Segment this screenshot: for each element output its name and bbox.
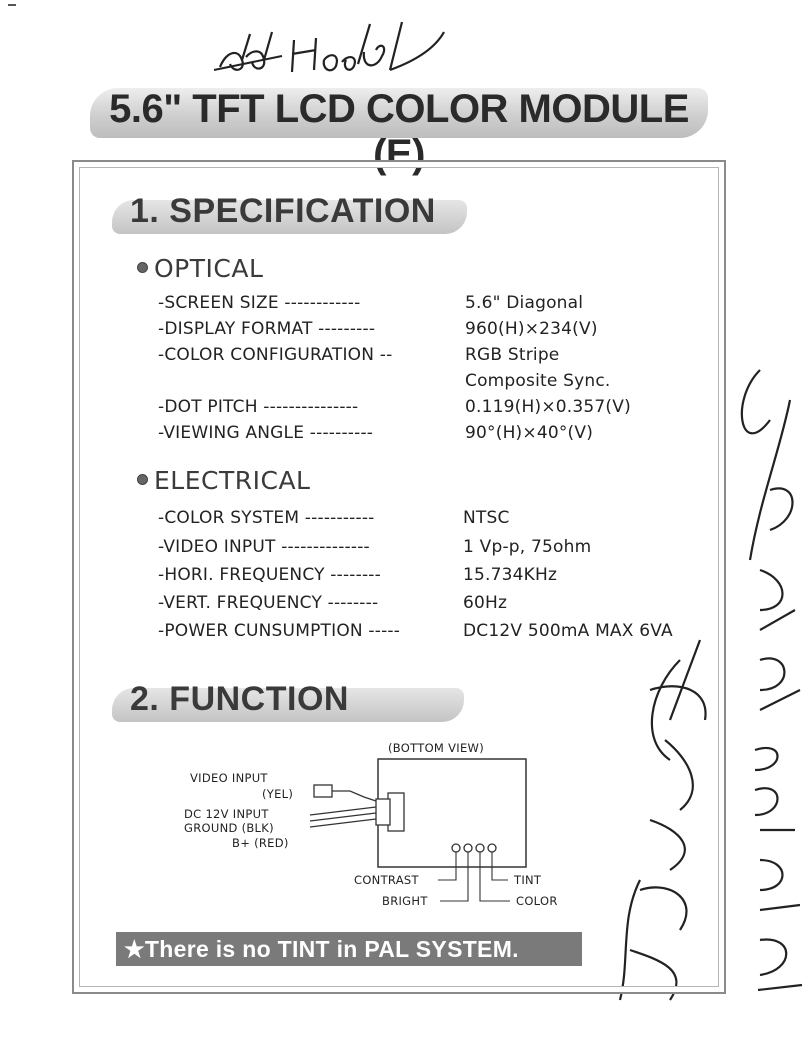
spec-label: -DISPLAY FORMAT --------- — [158, 319, 376, 339]
spec-label: -SCREEN SIZE ------------ — [158, 293, 361, 313]
spec-label: -VIEWING ANGLE ---------- — [158, 423, 374, 443]
pal-note: ★There is no TINT in PAL SYSTEM. — [116, 932, 582, 966]
corner-mark — [8, 4, 16, 6]
spec-label: -VIDEO INPUT -------------- — [158, 537, 370, 557]
dc-input-label: DC 12V INPUT — [184, 807, 269, 821]
electrical-title: ELECTRICAL — [154, 466, 311, 495]
specification-heading — [112, 192, 467, 236]
optical-heading — [137, 254, 263, 283]
handwritten-top-note — [212, 12, 452, 82]
contrast-label: CONTRAST — [354, 873, 419, 887]
optical-title: OPTICAL — [154, 254, 264, 283]
spec-label: -POWER CUNSUMPTION ----- — [158, 621, 401, 641]
spec-label: -COLOR CONFIGURATION -- — [158, 345, 393, 365]
video-input-label: VIDEO INPUT — [190, 771, 268, 785]
function-diagram — [150, 735, 610, 925]
spec-value: 5.6" Diagonal — [465, 293, 584, 313]
tint-label: TINT — [514, 873, 542, 887]
ground-label: GROUND (BLK) — [184, 821, 274, 835]
bottom-view-label: (BOTTOM VIEW) — [388, 741, 484, 755]
title-banner — [90, 82, 708, 176]
spec-label: -DOT PITCH --------------- — [158, 397, 359, 417]
spec-value: 90°(H)×40°(V) — [465, 423, 594, 443]
spec-label: -COLOR SYSTEM ----------- — [158, 508, 375, 528]
spec-value: 960(H)×234(V) — [465, 319, 598, 339]
spec-value: 1 Vp-p, 75ohm — [463, 537, 592, 557]
yel-label: (YEL) — [262, 787, 294, 801]
electrical-heading — [137, 466, 310, 495]
bullet-dot — [137, 474, 148, 485]
spec-label: -VERT. FREQUENCY -------- — [158, 593, 379, 613]
spec-label: -HORI. FREQUENCY -------- — [158, 565, 381, 585]
spec-value: 60Hz — [463, 593, 508, 613]
color-label: COLOR — [516, 894, 558, 908]
spec-value: 15.734KHz — [463, 565, 558, 585]
spec-value: DC12V 500mA MAX 6VA — [463, 621, 673, 641]
spec-value: Composite Sync. — [465, 371, 611, 391]
page-title: 5.6" TFT LCD COLOR MODULE (E) — [109, 87, 689, 176]
spec-value: 0.119(H)×0.357(V) — [465, 397, 631, 417]
bullet-dot — [137, 262, 148, 273]
specification-title: 1. SPECIFICATION — [130, 192, 436, 230]
function-title: 2. FUNCTION — [130, 680, 349, 718]
spec-value: RGB Stripe — [465, 345, 560, 365]
bright-label: BRIGHT — [382, 894, 428, 908]
function-heading — [112, 680, 464, 724]
spec-value: NTSC — [463, 508, 510, 528]
bplus-label: B+ (RED) — [232, 836, 289, 850]
